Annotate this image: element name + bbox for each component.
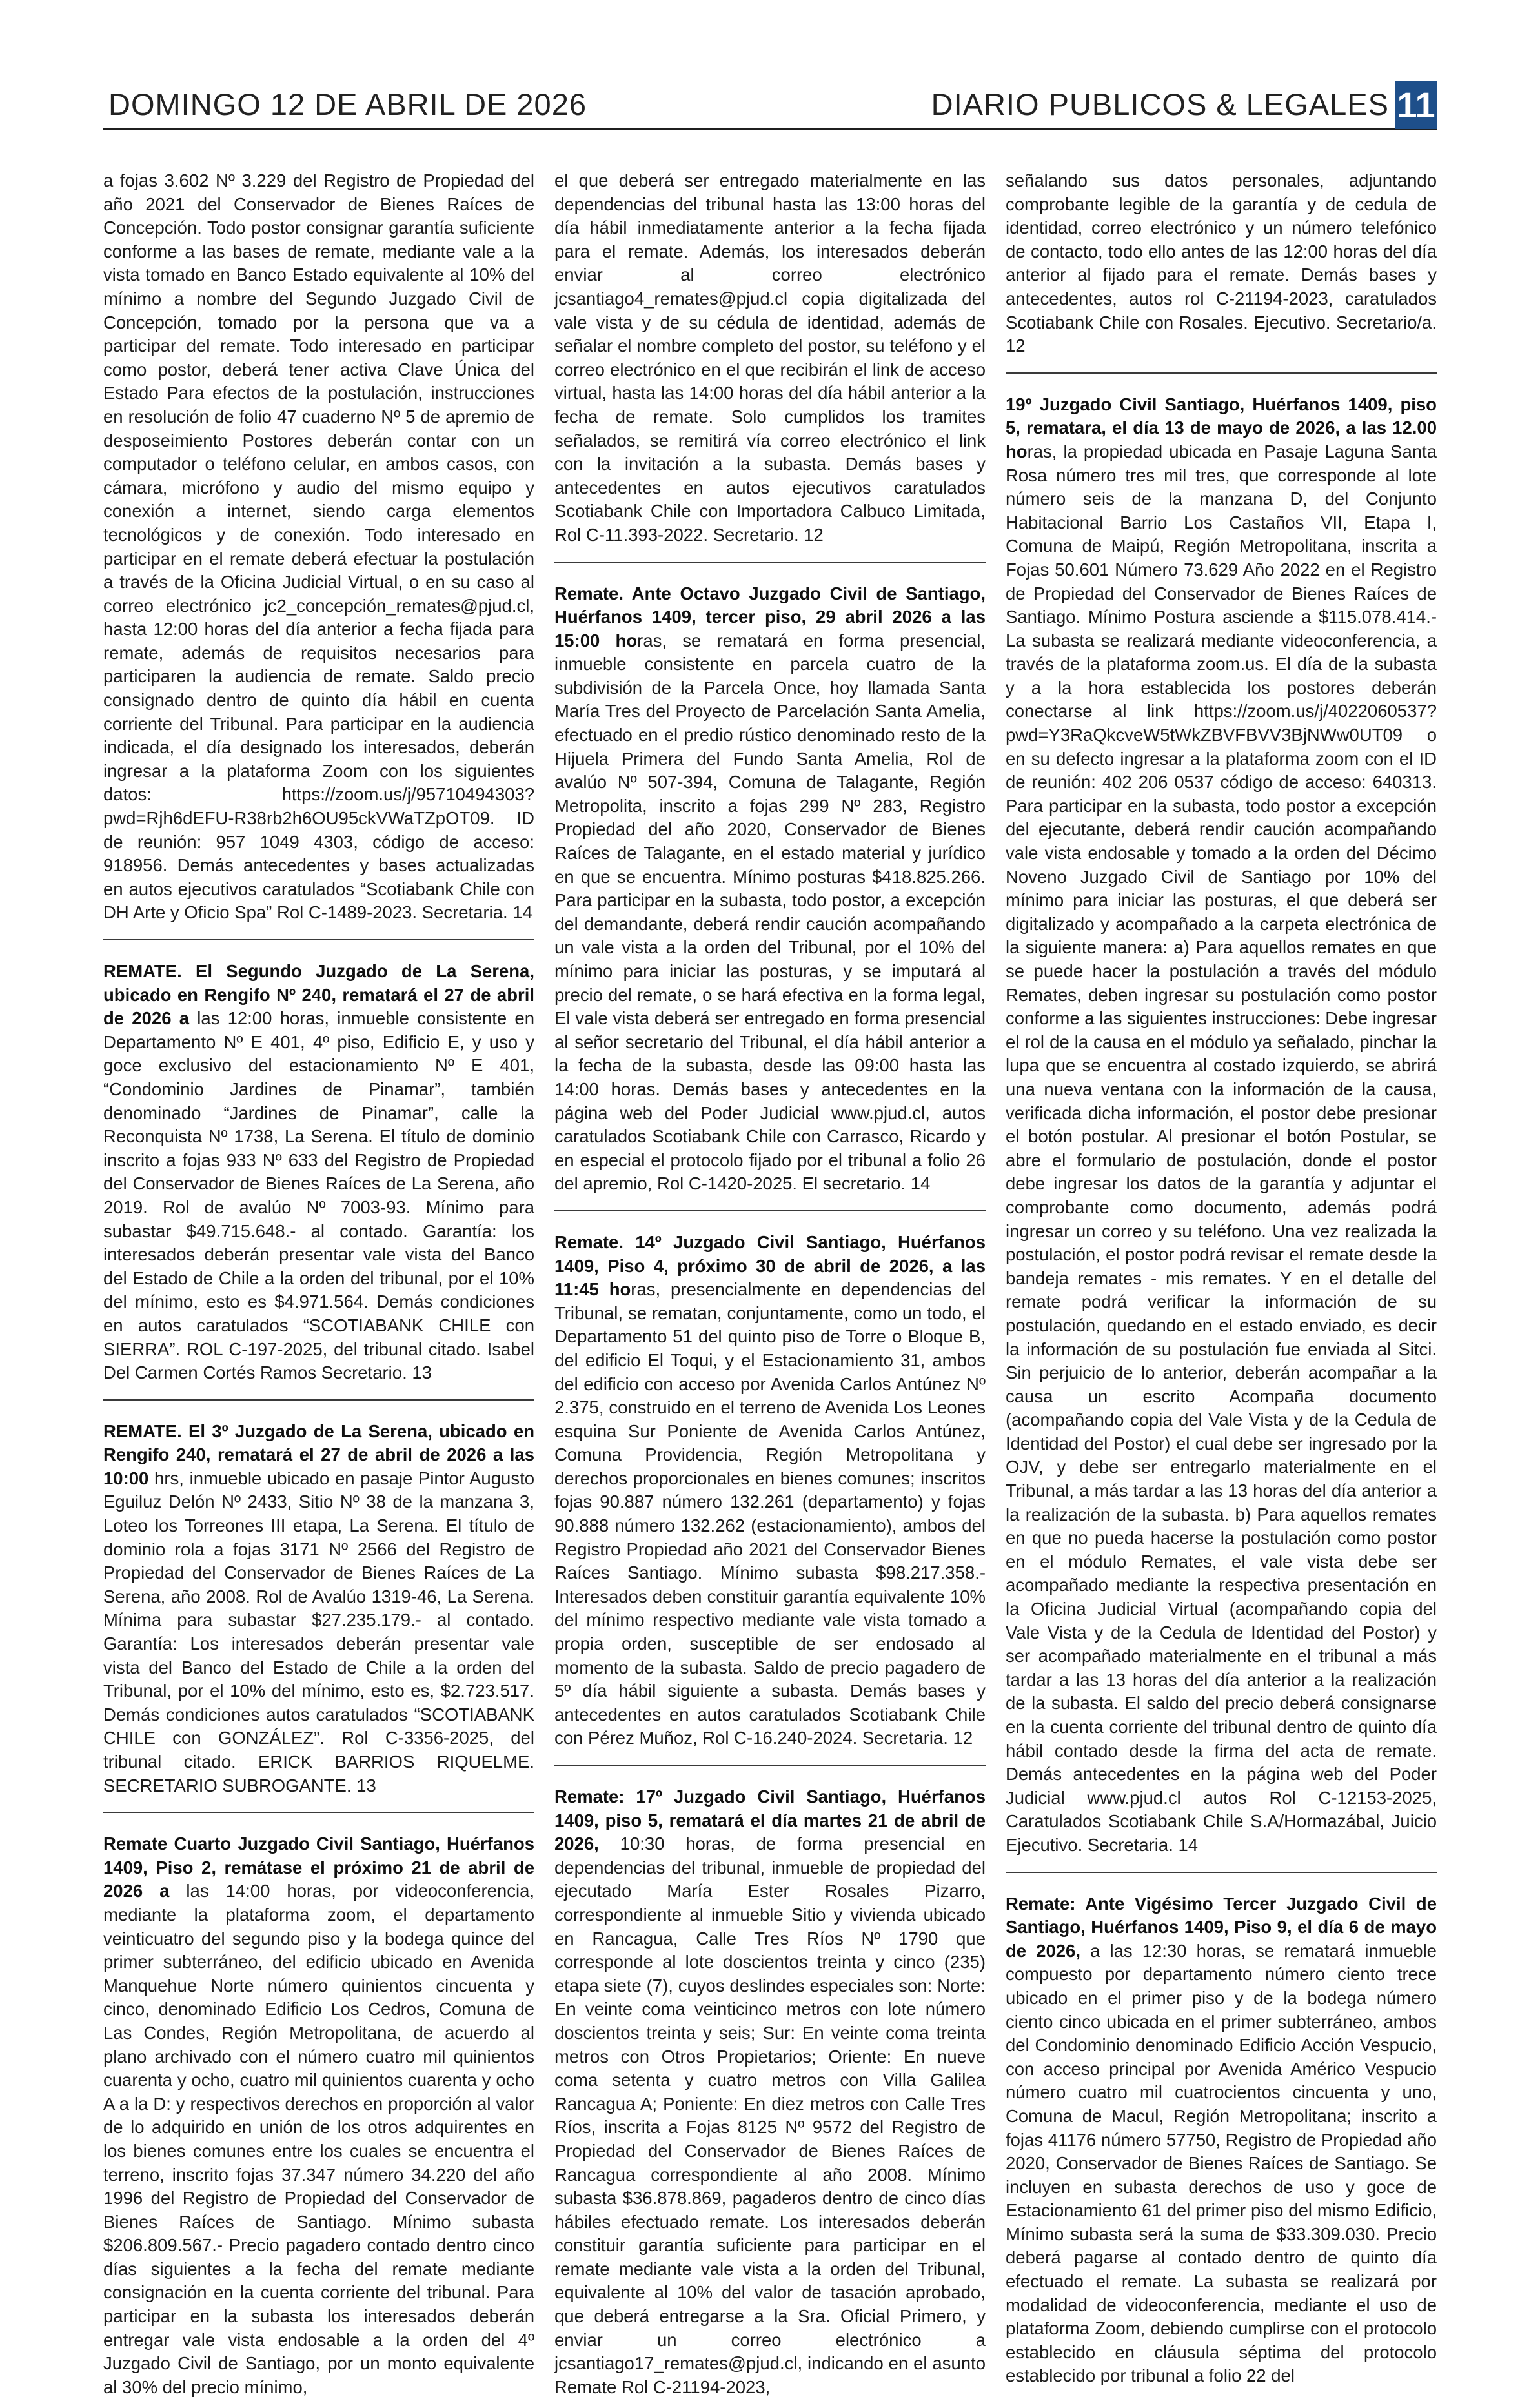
notice-heading: Remate Cuarto Juzgado Civil Santiago, Huérfanos 1409, Piso 2, remátase el próximo 21 de abril de 2026 a	[103, 1834, 534, 1901]
publication-title: DIARIO PUBLICOS & LEGALES	[931, 87, 1389, 121]
notice-body: las 12:00 horas, inmueble consistente en Departamento Nº E 401, 4º piso, Edificio E, y uso y goce exclusivo del estacionamiento Nº E 401, “Condominio Jardines de Pinamar”, también denominado “Jardines de Pinamar”, calle la Reconquista Nº 1738, La Serena. El título de dominio inscrito a fojas 933 Nº 633 del Registro de Propiedad del Conservador de Bienes Raíces de La Serena, año 2019. Rol de avalúo Nº 7003-93. Mínimo para subastar $49.715.648.- al contado. Garantía: los interesados deberán presentar vale vista del Banco del Estado de Chile a la orden del tribunal, por el 10% del mínimo, esto es $4.971.564. Demás condiciones en autos caratulados “SCOTIABANK CHILE con SIERRA”. ROL C-197-2025, del tribunal citado. Isabel Del Carmen Cortés Ramos Secretario. 13	[103, 1008, 534, 1383]
page-number-badge: 11	[1395, 81, 1437, 129]
notice-body: a fojas 3.602 Nº 3.229 del Registro de Propiedad del año 2021 del Conservador de Bienes Raíces de Concepción. Todo postor consignar garantía suficiente conforme a las bases de remate, mediante vale a la vista tomado en Banco Estado equivalente al 10% del mínimo a nombre del Segundo Juzgado Civil de Concepción, tomado por la persona que va a participar del remate. Todo interesado en participar como postor, deberá tener activa Clave Única del Estado Para efectos de la postulación, instrucciones en resolución de folio 47 cuaderno Nº 5 de apremio de desposeimiento Postores deberán contar con un computador o teléfono celular, en ambos casos, con cámara, micrófono y audio del mismo equipo y conexión a internet, siendo carga elementos tecnológicos y de conexión. Todo interesado en participar en el remate deberá efectuar la postulación a través de la Oficina Judicial Virtual, o en su caso al correo electrónico jc2_concepción_remates@pjud.cl, hasta 12:00 horas del día anterior a fecha fijada para remate, además de requisitos necesarios para participaren la audiencia de remate. Saldo precio consignado dentro de quinto día hábil en cuenta corriente del Tribunal. Para participar en la audiencia indicada, el día designado los interesados, deberán ingresar a la plataforma Zoom con los siguientes datos: https://zoom.us/j/95710494303?pwd=Rjh6dEFU-R38rb2h6OU95ckVWaTZpOT09. ID de reunión: 957 1049 4303, código de acceso: 918956. Demás antecedentes y bases actualizadas en autos ejecutivos caratulados “Scotiabank Chile con DH Arte y Oficio Spa” Rol C-1489-2023. Secretaria. 14	[103, 170, 534, 923]
notice-body: el que deberá ser entregado materialmente en las dependencias del tribunal hasta las 13:00 horas del día hábil inmediatamente anterior a la fecha fijada para el remate. Además, los interesados deberán enviar al correo electrónico jcsantiago4_remates@pjud.cl copia digitalizada del vale vista y de su cédula de identidad, además de señalar el nombre completo del postor, su teléfono y el correo electrónico en el que recibirán el link de acceso virtual, hasta las 14:00 horas del día hábil anterior a la fecha de remate. Solo cumplidos los tramites señalados, se remitirá vía correo electrónico el link con la invitación a la subasta. Demás bases y antecedentes en autos ejecutivos caratulados Scotiabank Chile con Importadora Calbuco Limitada, Rol C-11.393-2022. Secretario. 12	[554, 170, 986, 545]
notice-heading: Remate. Ante Octavo Juzgado Civil de Santiago, Huérfanos 1409, tercer piso, 29 abril 2026 a las 15:00 ho	[554, 583, 986, 651]
notice-body: a las 12:30 horas, se rematará inmueble compuesto por departamento número ciento trece ubicado en el primer piso y de la bodega número ciento cinco ubicada en el primer subterráneo, ambos del Condominio denominado Edificio Acción Vespucio, con acceso principal por Avenida Américo Vespucio número cuatro mil cuatrocientos cincuenta y uno, Comuna de Macul, Región Metropolitana; inscrito a fojas 41176 número 57750, Registro de Propiedad año 2020, Conservador de Bienes Raíces de Santiago. Se incluyen en subasta derechos de uso y goce de Estacionamiento 61 del primer piso del mismo Edificio, Mínimo subasta será la suma de $33.309.030. Precio deberá pagarse al contado dentro de quinto día efectuado el remate. La subasta se realizará por modalidad de videoconferencia, mediante el uso de plataforma Zoom, debiendo cumplirse con el protocolo establecido en cláusula séptima del protocolo establecido por tribunal a folio 22 del	[1006, 1940, 1437, 2386]
notice-divider	[103, 1812, 534, 1813]
legal-notice	[554, 582, 986, 1196]
notice-heading: Remate. 14º Juzgado Civil Santiago, Huérfanos 1409, Piso 4, próximo 30 de abril de 2026, a las 11:45 ho	[554, 1231, 986, 1300]
legal-notice	[554, 1785, 986, 2399]
notice-heading: REMATE. El 3º Juzgado de La Serena, ubicado en Rengifo 240, rematará el 27 de abril de 2026 a las 10:00	[103, 1421, 534, 1488]
notice-divider	[103, 939, 534, 940]
column-2	[554, 169, 986, 2397]
legal-notice	[554, 169, 986, 547]
notice-body: ras, presencialmente en dependencias del Tribunal, se rematan, conjuntamente, como un todo, el Departamento 51 del quinto piso de Torre o Bloque B, del edificio El Toqui, y el Estacionamiento 31, ambos del edificio con acceso por Avenida Carlos Antúnez Nº 2.375, construido en el terreno de Avenida Los Leones esquina Sur Poniente de Avenida Carlos Antúnez, Comuna Providencia, Región Metropolitana y derechos proporcionales en bienes comunes; inscritos fojas 90.887 número 132.261 (departamento) y fojas 90.888 número 132.262 (estacionamiento), ambos del Registro Propiedad año 2021 del Conservador Bienes Raíces Santiago. Mínimo subasta $98.217.358.- Interesados deben constituir garantía equivalente 10% del mínimo respectivo mediante vale vista tomado a propia orden, susceptible de ser endosado al momento de la subasta. Saldo de precio pagadero de 5º día hábil siguiente a subasta. Demás bases y antecedentes en autos caratulados Scotiabank Chile con Pérez Muñoz, Rol C-16.240-2024. Secretaria. 12	[554, 1279, 986, 1748]
notice-body: hrs, inmueble ubicado en pasaje Pintor Augusto Eguiluz Delón Nº 2433, Sitio Nº 38 de la manzana 3, Loteo los Torreones III etapa, La Serena. El título de dominio rola a fojas 3171 Nº 2566 del Registro de Propiedad del Conservador de Bienes Raíces de La Serena, año 2008. Rol de Avalúo 1319-46, La Serena. Mínima para subastar $27.235.179.- al contado. Garantía: Los interesados deberán presentar vale vista del Banco del Estado de Chile a la orden del Tribunal, por el 10% del mínimo, esto es, $2.723.517. Demás condiciones autos caratulados “SCOTIABANK CHILE con GONZÁLEZ”. Rol C-3356-2025, del tribunal citado. ERICK BARRIOS RIQUELME. SECRETARIO SUBROGANTE. 13	[103, 1468, 534, 1796]
notice-heading: 19º Juzgado Civil Santiago, Huérfanos 1409, piso 5, rematara, el día 13 de mayo de 2026, a las 12.00 ho	[1006, 394, 1437, 461]
notice-heading: Remate: Ante Vigésimo Tercer Juzgado Civil de Santiago, Huérfanos 1409, Piso 9, el día 6 de mayo de 2026,	[1006, 1893, 1437, 1961]
notice-body: señalando sus datos personales, adjuntando comprobante legible de la garantía y de cedula de identidad, correo electrónico y un número telefónico de contacto, todo ello antes de las 12:00 horas del día anterior al fijado para el remate. Demás bases y antecedentes, autos rol C-21194-2023, caratulados Scotiabank Chile con Rosales. Ejecutivo. Secretario/a. 12	[1006, 170, 1437, 356]
legal-notice	[1006, 1892, 1437, 2388]
legal-notice	[1006, 169, 1437, 358]
issue-date: DOMINGO 12 DE ABRIL DE 2026	[108, 87, 587, 121]
page-header	[103, 83, 1437, 130]
notice-body: 10:30 horas, de forma presencial en dependencias del tribunal, inmueble de propiedad del ejecutado María Ester Rosales Pizarro, correspondiente al inmueble Sitio y vivienda ubicado en Rancagua, Calle Tres Ríos Nº 1790 que corresponde al lote doscientos treinta y cinco (235) etapa siete (7), cuyos deslindes especiales son: Norte: En veinte coma veinticinco metros con lote número doscientos treinta y seis; Sur: En veinte coma treinta metros con Otros Propietarios; Oriente: En nueve coma setenta y cuatro metros con Villa Galilea Rancagua A; Poniente: En diez metros con Calle Tres Ríos, inscrita a Fojas 8125 Nº 9572 del Registro de Propiedad del Conservador de Bienes Raíces de Rancagua correspondiente al año 2008. Mínimo subasta $36.878.869, pagaderos dentro de cinco días hábiles efectuado remate. Los interesados deberán constituir garantía suficiente para participar en el remate mediante vale vista a la orden del Tribunal, equivalente al 10% del valor de tasación aprobado, que deberá entregarse a la Sra. Oficial Primero, y enviar un correo electrónico a jcsantiago17_remates@pjud.cl, indicando en el asunto Remate Rol C-21194-2023,	[554, 1834, 986, 2397]
notice-divider	[103, 1399, 534, 1401]
notice-divider	[1006, 1872, 1437, 1873]
notice-heading: Remate: 17º Juzgado Civil Santiago, Huérfanos 1409, piso 5, rematará el día martes 21 de abril de 2026,	[554, 1787, 986, 1854]
notice-heading: REMATE. El Segundo Juzgado de La Serena, ubicado en Rengifo Nº 240, rematará el 27 de abril de 2026 a	[103, 961, 534, 1029]
column-1	[103, 169, 534, 2397]
notice-divider	[554, 562, 986, 563]
notice-body: las 14:00 horas, por videoconferencia, mediante la plataforma zoom, el departamento veinticuatro del segundo piso y la bodega quince del primer subterráneo, del edificio ubicado en Avenida Manquehue Norte número quinientos cincuenta y cinco, denominado Edificio Los Cedros, Comuna de Las Condes, Región Metropolitana, de acuerdo al plano archivado con el número cuatro mil quinientos cuarenta y ocho, cuatro mil quinientos cuarenta y ocho A a la D: y respectivos derechos en proporción al valor de lo adquirido en unión de los otros adquirentes en los bienes comunes entre los cuales se encuentra el terreno, inscrito fojas 37.347 número 34.220 del año 1996 del Registro de Propiedad del Conservador de Bienes Raíces de Santiago. Mínimo subasta $206.809.567.- Precio pagadero contado dentro cinco días siguientes a la fecha del remate mediante consignación en la cuenta corriente del tribunal. Para participar en la subasta los interesados deberán entregar vale vista endosable a la orden del 4º Juzgado Civil de Santiago, por un monto equivalente al 30% del precio mínimo,	[103, 1881, 534, 2397]
legal-notice	[103, 1832, 534, 2399]
legal-notice	[103, 169, 534, 925]
notice-divider	[1006, 372, 1437, 374]
legal-notice	[103, 960, 534, 1385]
notice-columns	[103, 169, 1437, 2397]
column-3	[1006, 169, 1437, 2386]
legal-notice	[103, 1420, 534, 1798]
notice-body: ras, la propiedad ubicada en Pasaje Laguna Santa Rosa número tres mil tres, que corresponde al lote número seis de la manzana D, del Conjunto Habitacional Barrio Los Castaños VII, Etapa I, Comuna de Maipú, Región Metropolitana, inscrita a Fojas 50.601 Número 73.629 Año 2022 en el Registro de Propiedad del Conservador de Bienes Raíces de Santiago. Mínimo Postura asciende a $115.078.414.- La subasta se realizará mediante videoconferencia, a través de la plataforma zoom.us. El día de la subasta y a la hora establecida los postores deberán conectarse al link https://zoom.us/j/4022060537?pwd=Y3RaQkcveW5tWkZBVFBVV3BjNWw0UT09 o en su defecto ingresar a la plataforma zoom con el ID de reunión: 402 206 0537 código de acceso: 640313. Para participar en la subasta, todo postor a excepción del ejecutante, deberá rendir caución acompañando vale vista endosable y tomado a la orden del Décimo Noveno Juzgado Civil de Santiago por 10% del mínimo para iniciar las posturas, el que deberá ser digitalizado y acompañado a la carpeta electrónica de la siguiente manera: a) Para aquellos remates en que se puede hacer la postulación a través del módulo Remates, deben ingresar su postulación como postor conforme a las siguientes instrucciones: Debe ingresar el rol de la causa en el módulo ya señalado, pinchar la lupa que se encuentra al costado izquierdo, se abrirá una nueva ventana con la información de la causa, verificada dicha información, el postor debe presionar el botón postular. Al presionar el botón Postular, se abre el formulario de postulación, donde el postor debe ingresar los datos de la garantía y adjuntar el comprobante como documento, además podrá ingresar un correo y su teléfono. Una vez realizada la postulación, el postor podrá revisar el remate desde la bandeja remates - mis remates. Y en el detalle del remate podrá verificar la información de su postulación, quedando en el estado enviado, es decir la información de su postulación fue enviada al Sitci. Sin perjuicio de lo anterior, deberán acompañar a la causa un escrito Acompaña documento (acompañando copia del Vale Vista y de la Cedula de Identidad del Postor) el cual debe ser ingresado por la OJV, y debe ser entregarlo materialmente en el Tribunal, a más tardar a las 13 horas del día anterior a la realización de la subasta. b) Para aquellos remates en que no pueda hacerse la postulación como postor en el módulo Remates, el vale vista debe ser acompañado mediante la respectiva presentación en la Oficina Judicial Virtual (acompañando copia del Vale Vista y de la Cedula de Identidad del Postor) y ser acompañado materialmente en el tribunal a más tardar a las 13 horas del día anterior a la realización de la subasta. El saldo del precio deberá consignarse en la cuenta corriente del tribunal dentro de quinto día hábil contado desde la firma del acta de remate. Demás antecedentes en la página web del Poder Judicial www.pjud.cl autos Rol C-12153-2025, Caratulados Scotiabank Chile S.A/Hormazábal, Juicio Ejecutivo. Secretaria. 14	[1006, 441, 1437, 1855]
notice-body: ras, se rematará en forma presencial, inmueble consistente en parcela cuatro de la subdivisión de la Parcela Once, hoy llamada Santa María Tres del Proyecto de Parcelación Santa Amelia, efectuado en el predio rústico denominado resto de la Hijuela Primera del Fundo Santa Amelia, Rol de avalúo Nº 507-394, Comuna de Talagante, Región Metropolita, inscrito a fojas 299 Nº 283, Registro Propiedad del año 2020, Conservador de Bienes Raíces de Talagante, en el estado material y jurídico en que se encuentra. Mínimo posturas $418.825.266. Para participar en la subasta, todo postor, a excepción del demandante, deberá rendir caución acompañando un vale vista a la orden del Tribunal, por el 10% del mínimo para iniciar las posturas, y se imputará al precio del remate, o se hará efectiva en la forma legal, El vale vista deberá ser entregado en forma presencial al señor secretario del Tribunal, el día hábil anterior a la fecha de la subasta, desde las 09:00 hasta las 14:00 horas. Demás bases y antecedentes en la página web del Poder Judicial www.pjud.cl, autos caratulados Scotiabank Chile con Carrasco, Ricardo y en especial el protocolo fijado por el tribunal a folio 26 del apremio, Rol C-1420-2025. El secretario. 14	[554, 630, 986, 1194]
notice-divider	[554, 1765, 986, 1766]
legal-notice	[554, 1231, 986, 1750]
legal-notice	[1006, 393, 1437, 1857]
notice-divider	[554, 1210, 986, 1211]
